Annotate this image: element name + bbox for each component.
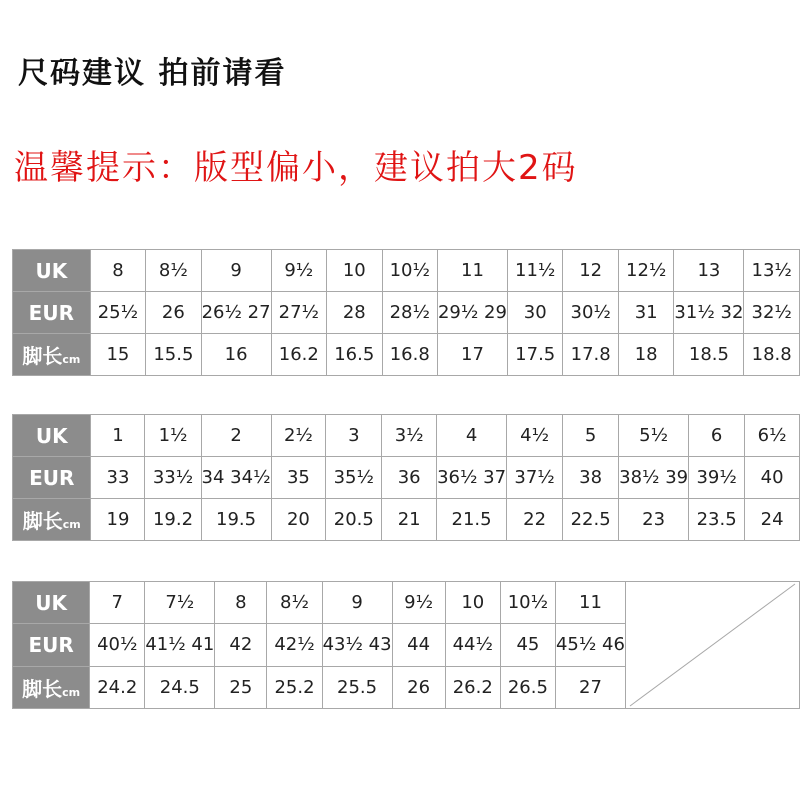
foot-length-row [13,334,800,376]
foot-length-cell: 18.8 [744,334,800,376]
eur-cell: 35 [271,457,326,499]
foot-length-cell: 24.5 [145,666,215,708]
uk-cell: 6½ [745,415,800,457]
foot-length-unit: cm [62,685,81,699]
diagonal-line [626,582,799,708]
uk-row [13,250,800,292]
foot-length-cell: 15 [90,334,145,376]
size-table-2 [12,414,800,541]
uk-cell: 2 [201,415,271,457]
uk-row [13,415,800,457]
foot-length-label [13,666,90,708]
foot-length-label-text: 脚长 [22,344,63,368]
uk-cell: 3 [326,415,382,457]
eur-cell: 41½ 41 [145,624,215,666]
eur-cell: 44 [392,624,445,666]
eur-cell: 37½ [507,457,563,499]
eur-cell: 39½ [689,457,745,499]
uk-cell: 4 [437,415,507,457]
foot-length-cell: 18 [618,334,673,376]
foot-length-unit: cm [62,518,81,531]
size-table-1 [12,249,800,376]
uk-cell: 12½ [618,250,673,292]
uk-cell: 13 [674,250,744,292]
foot-length-cell: 15.5 [146,334,201,376]
eur-cell: 43½ 43 [322,624,392,666]
eur-cell: 31 [618,292,673,334]
uk-label: UK [13,250,91,292]
eur-cell: 28 [327,292,382,334]
eur-cell: 27½ [271,292,326,334]
foot-length-cell: 25.5 [322,666,392,708]
foot-length-cell: 25.2 [267,666,322,708]
uk-cell: 7 [90,582,145,624]
foot-length-cell: 24 [745,499,800,541]
eur-row [13,292,800,334]
eur-cell: 34 34½ [201,457,271,499]
eur-row [13,457,800,499]
uk-cell: 9 [322,582,392,624]
uk-cell: 13½ [744,250,800,292]
foot-length-cell: 17.5 [507,334,562,376]
foot-length-cell: 16.5 [327,334,382,376]
foot-length-cell: 19 [91,499,145,541]
uk-cell: 9 [201,250,271,292]
foot-length-cell: 22.5 [563,499,619,541]
eur-cell: 33½ [145,457,201,499]
eur-cell: 31½ 32 [674,292,744,334]
uk-cell: 9½ [392,582,445,624]
uk-cell: 10½ [500,582,555,624]
foot-length-cell: 21.5 [437,499,507,541]
uk-cell: 8 [90,250,145,292]
foot-length-cell: 17.8 [563,334,618,376]
uk-cell: 5½ [619,415,689,457]
uk-cell: 8 [215,582,267,624]
uk-cell: 1 [91,415,145,457]
foot-length-cell: 23 [619,499,689,541]
size-tip: 温馨提示：版型偏小，建议拍大2码 [14,148,578,188]
foot-length-label-text: 脚长 [22,509,63,533]
uk-cell: 6 [689,415,745,457]
foot-length-cell: 22 [507,499,563,541]
uk-label: UK [13,582,90,624]
foot-length-cell: 16.8 [382,334,437,376]
foot-length-cell: 16 [201,334,271,376]
foot-length-cell: 26 [392,666,445,708]
eur-cell: 40 [745,457,800,499]
uk-cell: 11 [555,582,625,624]
page-heading: 尺码建议 拍前请看 [18,56,287,91]
eur-cell: 26½ 27 [201,292,271,334]
eur-cell: 44½ [445,624,500,666]
eur-cell: 36 [382,457,437,499]
foot-length-cell: 17 [437,334,507,376]
uk-cell: 8½ [146,250,201,292]
foot-length-cell: 19.5 [201,499,271,541]
foot-length-unit: cm [62,353,81,366]
foot-length-cell: 18.5 [674,334,744,376]
eur-cell: 32½ [744,292,800,334]
uk-label: UK [13,415,91,457]
foot-length-row [13,499,800,541]
eur-label: EUR [13,292,91,334]
uk-cell: 11½ [507,250,562,292]
foot-length-label [13,334,91,376]
eur-cell: 30½ [563,292,618,334]
foot-length-cell: 19.2 [145,499,201,541]
uk-row [13,582,800,624]
uk-cell: 5 [563,415,619,457]
eur-cell: 33 [91,457,145,499]
eur-cell: 45 [500,624,555,666]
foot-length-label [13,499,91,541]
uk-cell: 10 [327,250,382,292]
eur-cell: 40½ [90,624,145,666]
foot-length-cell: 26.5 [500,666,555,708]
uk-cell: 1½ [145,415,201,457]
eur-cell: 30 [507,292,562,334]
eur-cell: 35½ [326,457,382,499]
eur-label: EUR [13,624,90,666]
uk-cell: 3½ [382,415,437,457]
eur-cell: 42 [215,624,267,666]
foot-length-cell: 21 [382,499,437,541]
uk-cell: 10 [445,582,500,624]
eur-cell: 26 [146,292,201,334]
empty-diagonal-cell [626,582,800,709]
eur-label: EUR [13,457,91,499]
uk-cell: 11 [437,250,507,292]
foot-length-cell: 23.5 [689,499,745,541]
eur-cell: 25½ [90,292,145,334]
uk-cell: 9½ [271,250,326,292]
eur-cell: 45½ 46 [555,624,625,666]
eur-cell: 36½ 37 [437,457,507,499]
foot-length-cell: 20 [271,499,326,541]
uk-cell: 4½ [507,415,563,457]
foot-length-cell: 20.5 [326,499,382,541]
uk-cell: 10½ [382,250,437,292]
uk-cell: 8½ [267,582,322,624]
foot-length-cell: 16.2 [271,334,326,376]
uk-cell: 12 [563,250,618,292]
eur-cell: 38½ 39 [619,457,689,499]
eur-cell: 38 [563,457,619,499]
eur-cell: 29½ 29 [437,292,507,334]
foot-length-cell: 25 [215,666,267,708]
foot-length-cell: 27 [555,666,625,708]
uk-cell: 2½ [271,415,326,457]
foot-length-label-text: 脚长 [22,676,63,701]
uk-cell: 7½ [145,582,215,624]
foot-length-cell: 26.2 [445,666,500,708]
eur-cell: 42½ [267,624,322,666]
foot-length-cell: 24.2 [90,666,145,708]
eur-cell: 28½ [382,292,437,334]
size-table-3 [12,581,800,709]
